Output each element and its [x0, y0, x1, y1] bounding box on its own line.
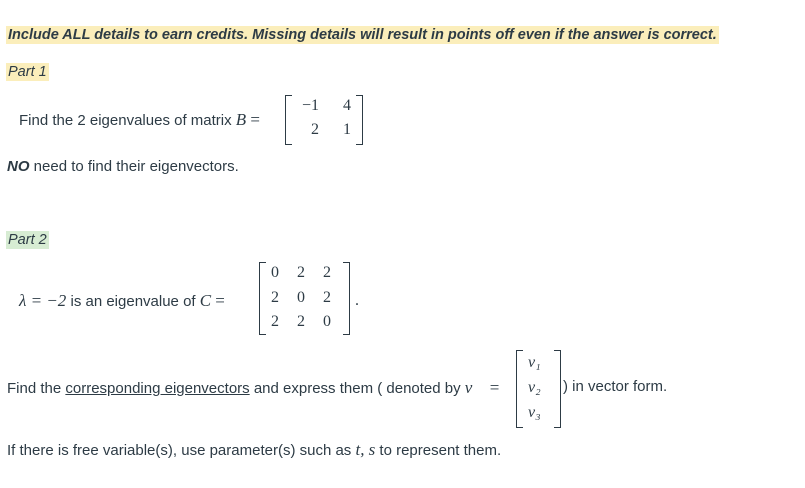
matrix-c-right-bracket — [343, 262, 350, 335]
matrix-b-right-bracket — [356, 95, 363, 145]
part2-mid-text: is an eigenvalue of — [70, 293, 196, 310]
matrix-c-cell: 2 — [271, 289, 279, 306]
part1-note-text: need to find their eigenvectors. — [33, 158, 239, 175]
matrix-c-symbol: C — [199, 291, 212, 310]
find-suffix: ) in vector form. — [563, 378, 668, 395]
matrix-b — [285, 95, 363, 145]
find-prefix: Find the — [7, 380, 62, 397]
part1-note — [7, 158, 239, 175]
part2-eigenvalue-statement — [19, 291, 225, 311]
part1-question-text: Find the 2 eigenvalues of matrix — [19, 112, 232, 129]
part2-label — [6, 231, 49, 249]
matrix-c-left-bracket — [259, 262, 266, 335]
vector-v-left-bracket — [516, 350, 523, 428]
matrix-c-cell: 2 — [323, 289, 331, 306]
free-prefix: If there is free variable(s), use parameter(s) such as — [7, 442, 352, 459]
vector-v — [516, 350, 561, 428]
matrix-b-cell: 4 — [343, 97, 351, 114]
part2-find-text — [7, 378, 499, 398]
matrix-c-cell: 2 — [297, 264, 305, 281]
part1-equals: = — [250, 110, 260, 129]
param-s: s — [368, 440, 376, 459]
lambda-value: λ = −2 — [19, 291, 67, 310]
matrix-b-cell: 1 — [343, 121, 351, 138]
instructions-text: Include ALL details to earn credits. Missing details will result in points off even if the answer is correct. — [8, 27, 717, 43]
vector-v-entry: v₃ — [528, 404, 541, 421]
part1-label-text: Part 1 — [8, 64, 47, 80]
matrix-b-symbol: B — [235, 110, 247, 129]
part2-label-text: Part 2 — [8, 232, 47, 248]
vector-v-entry: v₁ — [528, 354, 541, 371]
matrix-c-cell: 2 — [297, 313, 305, 330]
find-mid: and express them ( denoted by — [253, 380, 461, 397]
matrix-c-cell: 2 — [323, 264, 331, 281]
vector-v-right-bracket — [554, 350, 561, 428]
part2-equals: = — [215, 291, 225, 310]
matrix-b-cell: −1 — [301, 97, 319, 114]
free-variables-note — [7, 440, 501, 460]
free-suffix: to represent them. — [379, 442, 502, 459]
matrix-c-cell: 0 — [271, 264, 279, 281]
matrix-b-cell: 2 — [311, 121, 319, 138]
matrix-c-cell: 0 — [323, 313, 331, 330]
corresponding-eigenvectors-link[interactable]: corresponding eigenvectors — [65, 380, 250, 397]
matrix-c — [259, 262, 350, 335]
part1-label — [6, 63, 49, 81]
part1-question — [19, 110, 260, 130]
matrix-c-cell: 0 — [297, 289, 305, 306]
instructions-banner — [6, 26, 719, 44]
matrix-b-left-bracket — [285, 95, 292, 145]
part1-note-emphasis: NO — [7, 158, 30, 175]
vector-equals: = — [489, 378, 500, 397]
matrix-c-cell: 2 — [271, 313, 279, 330]
param-t: t, — [355, 440, 365, 459]
vector-v-symbol: v⃗ — [464, 378, 486, 397]
vector-v-entry: v₂ — [528, 379, 541, 396]
matrix-c-period: . — [355, 292, 359, 309]
